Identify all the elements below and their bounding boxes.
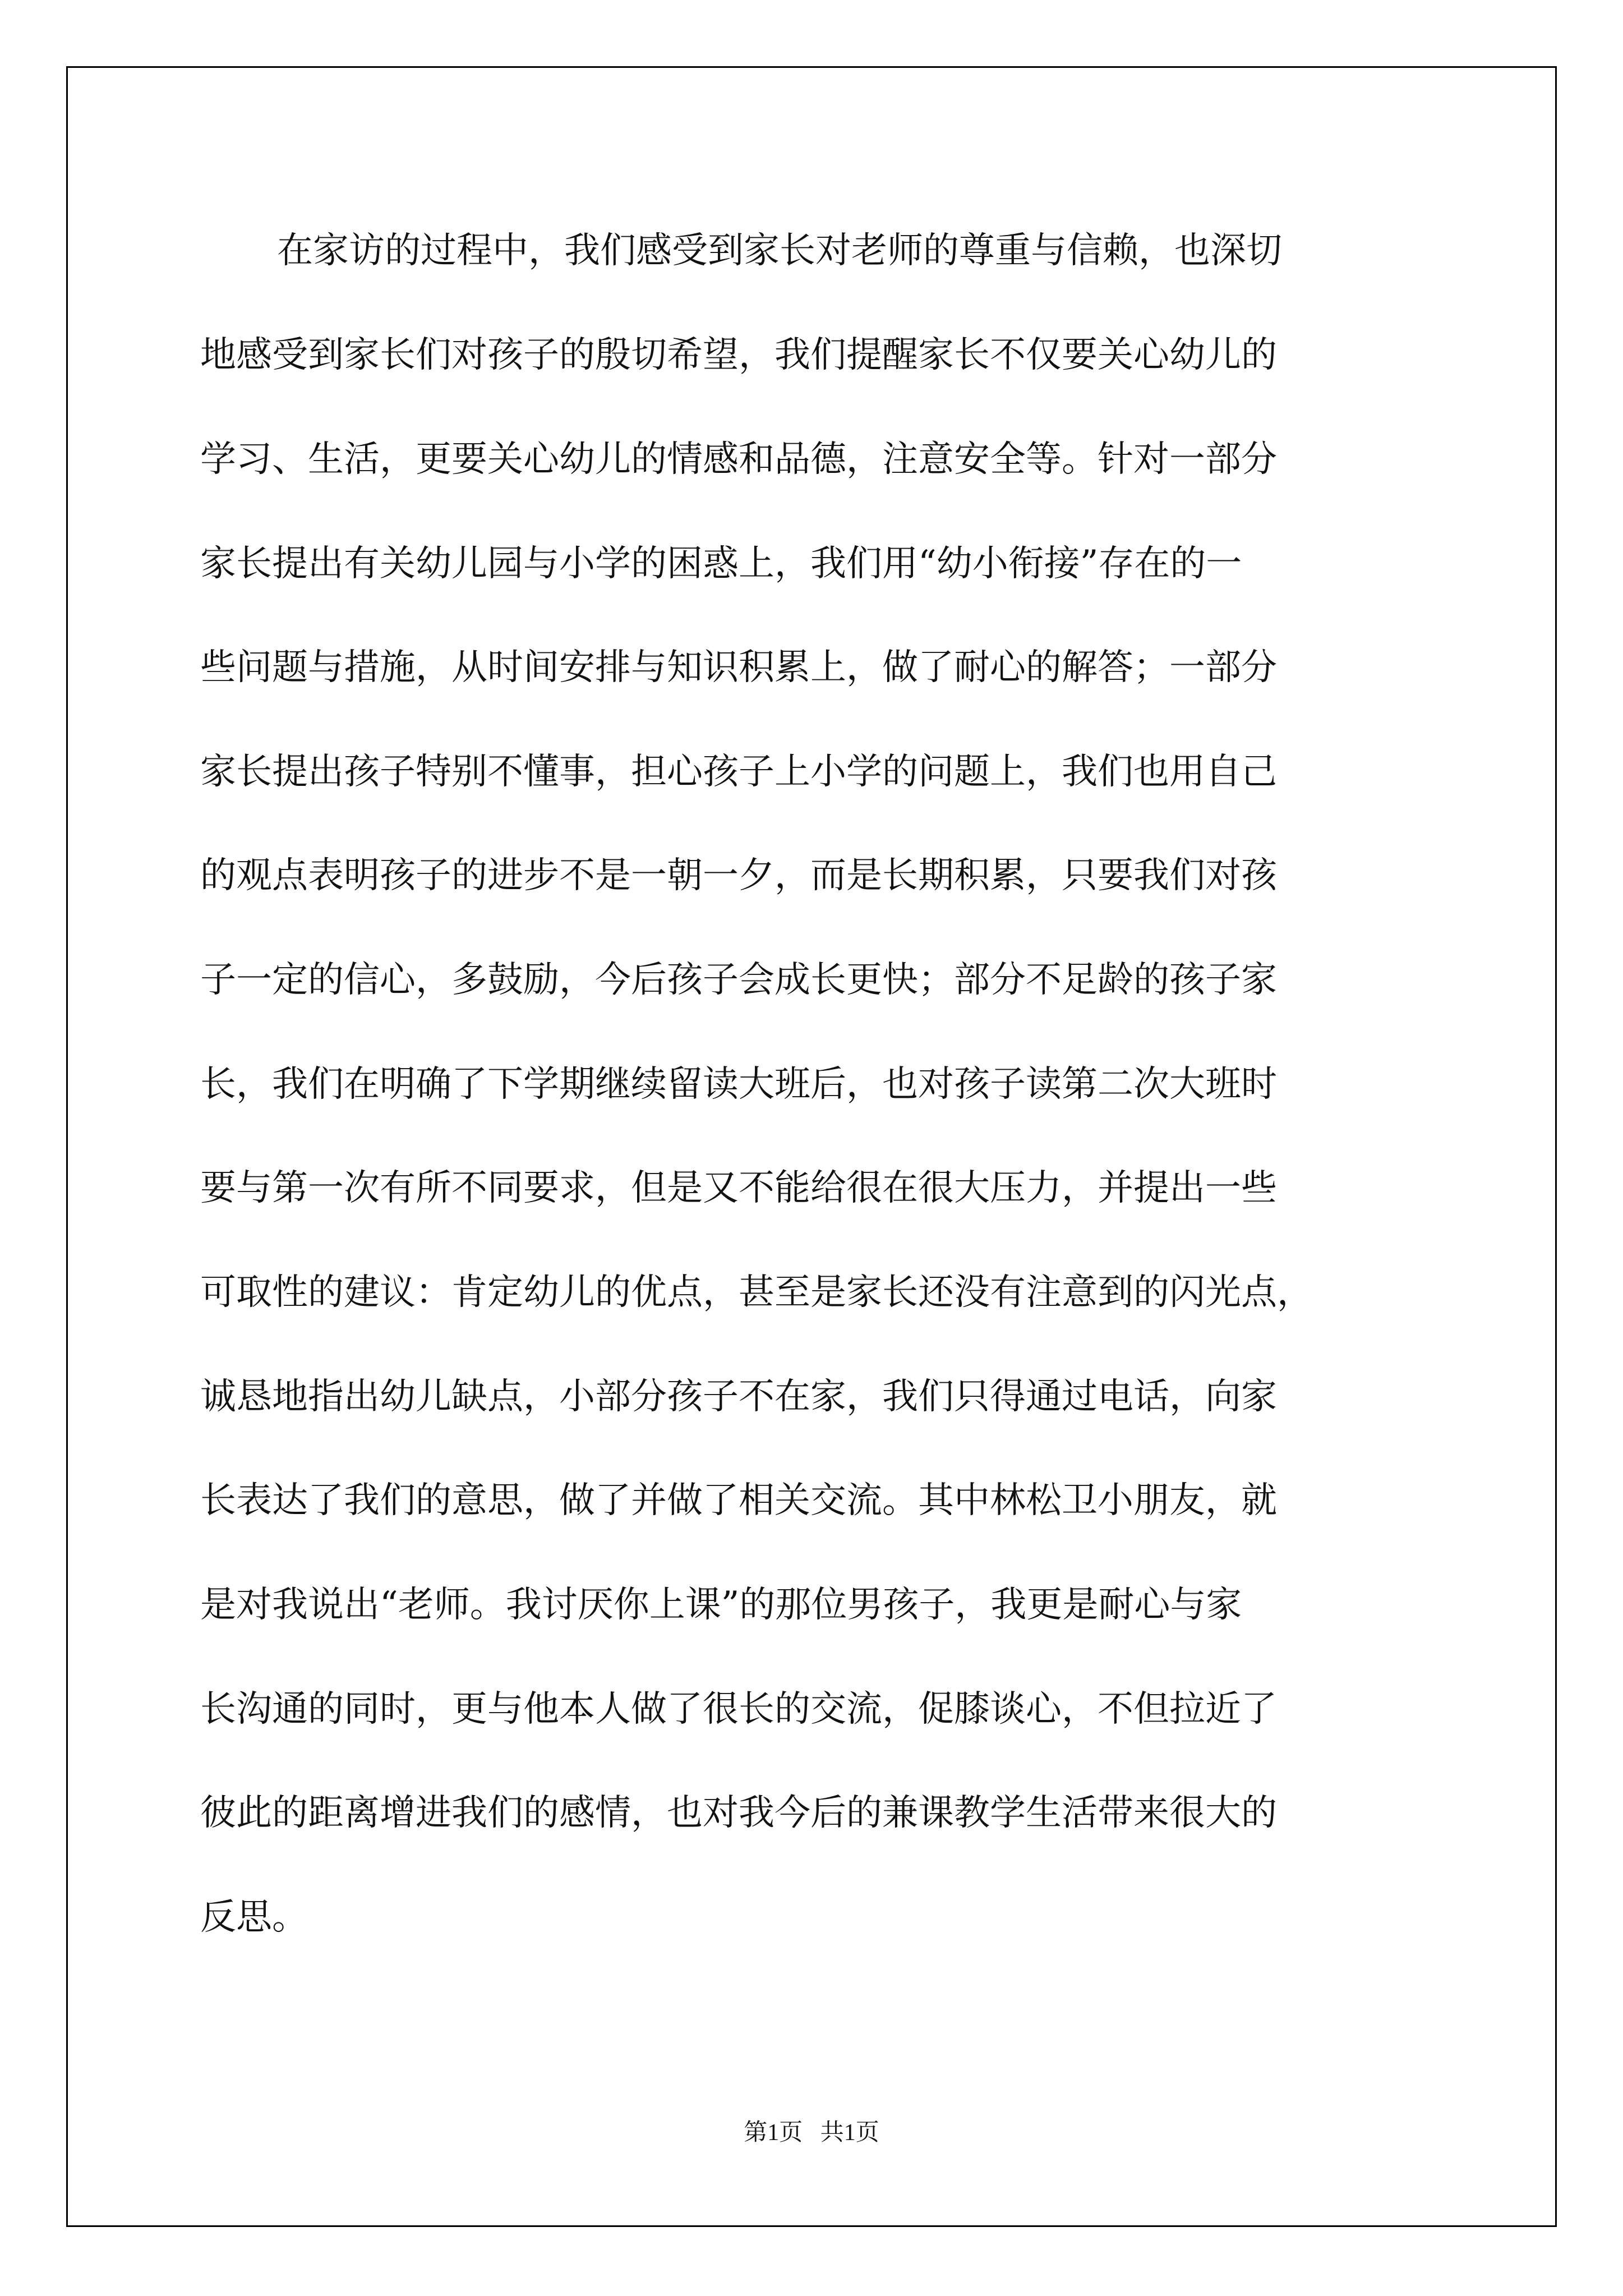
text-line-13: 长表达了我们的意思，做了并做了相关交流。其中林松卫小朋友，就 xyxy=(200,1480,1277,1521)
text-line-4: 家长提出有关幼儿园与小学的困惑上，我们用“幼小衔接”存在的一 xyxy=(200,543,1242,585)
text-line-3: 学习、生活，更要关心幼儿的情感和品德，注意安全等。针对一部分 xyxy=(200,439,1277,480)
text-line-6: 家长提出孩子特别不懂事，担心孩子上小学的问题上，我们也用自己 xyxy=(200,751,1277,793)
text-line-16: 彼此的距离增进我们的感情，也对我今后的兼课教学生活带来很大的 xyxy=(200,1792,1277,1834)
text-line-9: 长，我们在明确了下学期继续留读大班后，也对孩子读第二次大班时 xyxy=(200,1064,1277,1105)
text-line-12: 诚恳地指出幼儿缺点，小部分孩子不在家，我们只得通过电话，向家 xyxy=(200,1376,1277,1418)
text-line-7: 的观点表明孩子的进步不是一朝一夕，而是长期积累，只要我们对孩 xyxy=(200,855,1277,896)
text-line-5: 些问题与措施，从时间安排与知识积累上，做了耐心的解答；一部分 xyxy=(200,647,1277,688)
text-line-2: 地感受到家长们对孩子的殷切希望，我们提醒家长不仅要关心幼儿的 xyxy=(200,334,1277,376)
text-line-8: 子一定的信心，多鼓励，今后孩子会成长更快；部分不足龄的孩子家 xyxy=(200,959,1277,1001)
text-line-10: 要与第一次有所不同要求，但是又不能给很在很大压力，并提出一些 xyxy=(200,1167,1277,1209)
page-footer: 第1页 共1页 xyxy=(744,2120,879,2146)
text-line-1: 在家访的过程中，我们感受到家长对老师的尊重与信赖，也深切 xyxy=(277,230,1282,272)
text-line-14: 是对我说出“老师。我讨厌你上课”的那位男孩子，我更是耐心与家 xyxy=(200,1584,1242,1626)
text-line-17: 反思。 xyxy=(200,1897,308,1938)
text-line-15: 长沟通的同时，更与他本人做了很长的交流，促膝谈心，不但拉近了 xyxy=(200,1688,1277,1730)
text-line-11: 可取性的建议：肯定幼儿的优点，甚至是家长还没有注意到的闪光点， xyxy=(200,1272,1313,1313)
